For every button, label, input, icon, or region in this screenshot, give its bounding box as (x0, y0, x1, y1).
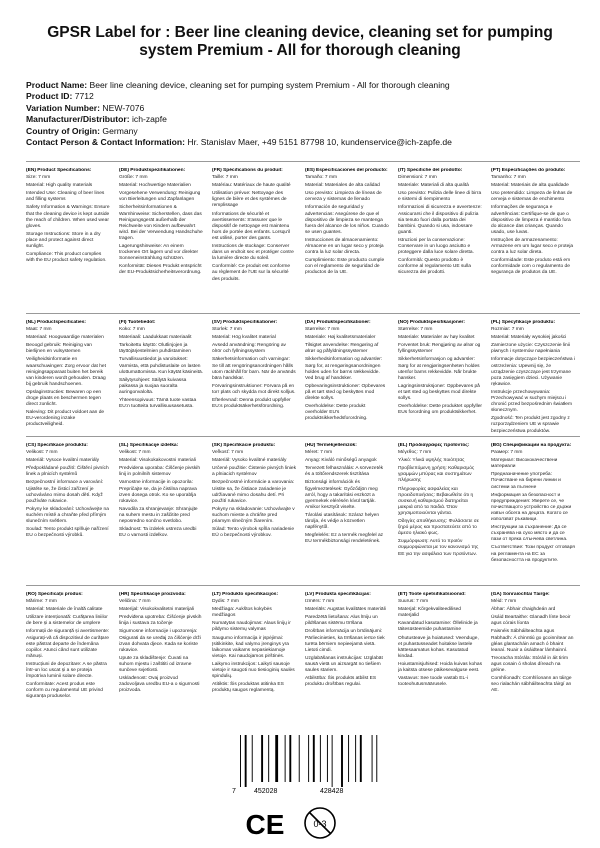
spec-line: Material: Visokokakovostni materiali (119, 458, 196, 464)
barcode-bar (341, 735, 343, 787)
spec-column (119, 443, 203, 541)
spec-line: Faisnéis Sábháilteachta agus Rabhadh: Á chinntiú go gcoinnítear an gléas glantacháin amach ó bhaint leanaí. Nuair a úsáidtear lámhainní. (491, 629, 574, 653)
spec-line: Taille: 7 mm (212, 175, 238, 181)
info-value: NEW-7076 (102, 102, 145, 113)
spec-line: Informazioni di sicurezza e avvertenze: Assicurarsi che il dispositivo di pulizia sia tenuto fuori dalla portata dei bambini. Quando si usa, indossare guanti. (398, 205, 482, 235)
spec-band-3 (26, 436, 580, 586)
spec-line: Usklađenost: Ovaj proizvod zadovoljava uredbu EU-a o sigurnosti proizvoda. (119, 676, 200, 694)
spec-line: Maat: 7 mm (26, 327, 52, 333)
spec-line: Størrelse: 7 mm (305, 327, 340, 333)
barcode-bar (268, 735, 269, 782)
spec-heading: (IT) Specifiche del prodotto: (398, 168, 463, 173)
spec-line: Kavandatud kasutamine: Õllelinide ja täitesüsteemide puhastamine (398, 621, 478, 633)
barcode-bar (299, 735, 300, 782)
spec-line: Tarkoitettu käyttö: Olutlinjojen ja täyttöjärjestelmien puhdistaminen (119, 343, 191, 355)
product-info (26, 80, 586, 148)
barcode-bar (372, 735, 373, 782)
spec-line: Ohutusteave ja hoiatused: Veenduge, et puhastusseadet hoitakse lastele kättesaamatus kohas. Kasutatud kindad. (398, 635, 479, 659)
barcode-bar (348, 735, 349, 782)
info-label: Country of Origin: (26, 125, 100, 136)
spec-line: Größe: 7 mm (119, 175, 148, 181)
spec-band-1 (26, 161, 580, 314)
spec-column (26, 443, 110, 541)
spec-line: Sigurnosne informacije i upozorenja: Osigurati da se uređaj za čišćenje drži izvan dohvata djece. Kada se koriste rukavice. (119, 629, 201, 653)
spec-column (26, 168, 110, 266)
spec-line: Съответствие: Този продукт отговаря на регламента на ЕС за безопасността на продуктите. (491, 545, 575, 563)
spec-line: Cumplimiento: Este producto cumple con el reglamento de seguridad de productos de la UE. (305, 258, 385, 276)
spec-column (398, 443, 482, 560)
spec-line: Rozmiar: 7 mm (491, 327, 524, 333)
spec-line: Comhlíonadh: Comhlíonann an táirge seo rialachán sábháilteachta táirgí an AE. (491, 676, 572, 694)
spec-line: Bezpečnostní informace a varování: Ujistěte se, že čisticí zařízení je uchováváno mimo dosah dětí. Když používáte rukavice. (26, 480, 104, 504)
spec-line: Tamanho: 7 mm (491, 175, 526, 181)
info-row (26, 103, 586, 114)
spec-column (491, 168, 575, 279)
spec-line: Súlad: Tento výrobok spĺňa nariadenie EÚ o bezpečnosti výrobkov. (212, 527, 295, 539)
spec-line: Materiaal: Hoogwaardige materialen (26, 335, 104, 341)
spec-line: Materjal: Kõrgekvaliteedilised materjalid (398, 607, 461, 619)
spec-heading: (HR) Specifikacije proizvoda: (119, 592, 186, 597)
spec-column (212, 592, 296, 696)
spec-line: Materiale: Materiali di alta qualità (398, 183, 469, 189)
barcode-bar (360, 735, 362, 782)
spec-heading: (EL) Προδιαγραφές προϊόντος: (398, 443, 470, 448)
spec-line: Predviđena upotreba: Čišćenje pivskih linija i sustava za točenje (119, 615, 202, 627)
spec-line: Size: 7 mm (26, 175, 51, 181)
spec-heading: (GA) Sonraíochtaí Táirge: (491, 592, 550, 597)
info-label: Product Name: (26, 80, 88, 90)
spec-line: Koko: 7 mm (119, 327, 145, 333)
spec-column (398, 592, 482, 690)
barcode-left-digits: 452028 (254, 788, 278, 795)
spec-line: Προβλεπόμενη χρήση: Καθαρισμός γραμμών μπύρας και συστημάτων πλήρωσης (398, 466, 475, 484)
spec-line: Anyag: Kiváló minőségű anyagok (305, 458, 377, 464)
spec-column (305, 168, 389, 279)
spec-line: Velikost: 7 mm (26, 450, 58, 456)
spec-line: Beoogd gebruik: Reiniging van bierlijnen en vulsystemen (26, 343, 92, 355)
spec-heading: (FI) Tuotetiedot: (119, 320, 156, 325)
spec-line: Informations de sécurité et avertissements: S'assurer que le dispositif de nettoyage est maintenu hors de portée des enfants. Lorsqu'il est utilisé, porter des gants. (212, 211, 291, 241)
spec-line: Atbilstība: Šis produkts atbilst ES produktu drošības regulai. (305, 676, 377, 688)
barcode-bar (252, 735, 253, 782)
info-label: Variation Number: (26, 102, 101, 113)
spec-line: Materiāls: Augstas kvalitātes materiāli (305, 607, 386, 613)
barcode (232, 735, 382, 787)
spec-heading: (EN) Product Specifications: (26, 168, 92, 173)
spec-line: Turvallisuustiedot ja varoitukset: Varmista, että puhdistuslaite on lasten ulottumattomissa. Kun käytät käsineitä. (119, 357, 203, 375)
info-row (26, 114, 586, 125)
spec-line: Tervezett felhasználás: A sörvezeték és a töltőrendszerek tisztítása (305, 466, 384, 478)
spec-line: Dimensioni: 7 mm (398, 175, 437, 181)
barcode-bar (285, 735, 286, 782)
spec-line: Sikkerhetsinformasjon og advarsler: Sørg for at rengjøringsenheten holdes utenfor barns rekkevidde. Når brukte hansker. (398, 357, 480, 381)
info-row (26, 126, 586, 137)
spec-column (305, 443, 389, 547)
spec-line: Materiał: Materiały wysokiej jakości (491, 335, 567, 341)
spec-line: Materiale: Høj kvalitetsmaterialer (305, 335, 376, 341)
info-label: Manufacturer/Distributor: (26, 114, 130, 125)
spec-line: Размер: 7 mm (491, 450, 523, 456)
info-row (26, 91, 586, 102)
spec-column (305, 592, 389, 690)
barcode-bar (261, 735, 263, 782)
spec-column (119, 592, 203, 696)
spec-line: Upute za skladištenje: Čuvati na suhom mjestu i zaštititi od izravne sunčeve svjetlosti. (119, 655, 192, 674)
spec-line: Dydis: 7 mm (212, 599, 239, 605)
spec-heading: (DA) Produktspecifikationer: (305, 320, 371, 325)
spec-line: Drošības informācija un brīdinājumi: Pārliecinieties, ka tīrīšanas ierīce tiek turēta bērniem nepieejamā vietā. Lietoti cimdi. (305, 629, 385, 653)
info-value: Hr. Stanislav Maer, +49 5151 87798 10, kundenservice@ich-zapfe.de (187, 137, 452, 148)
age-warning-text: 0-3 (313, 819, 327, 829)
spec-line: Megfelelés: Ez a termék megfelel az EU termékbiztonsági rendeletének. (305, 533, 384, 545)
spec-line: Uzglabāšanas instrukcijas: Uzglabāt sausā vietā un aizsargāt no tiešiem saules stariem. (305, 655, 383, 674)
spec-line: Navodila za shranjevanje: Shranjujte na suhem mestu in zaščitite pred neposredno sončno svetlobo. (119, 506, 198, 525)
spec-heading: (ET) Toote spetsifikatsioonid: (398, 592, 466, 597)
barcode-right-digits: 428428 (320, 788, 344, 795)
spec-column (26, 592, 110, 703)
spec-line: Förvaringsinstruktioner: Förvara på en torr plats och skydda mot direkt solljus. (212, 383, 296, 395)
spec-line: Οδηγίες αποθήκευσης: Φυλάσσετε σε ξηρό μέρος και προστατεύετε από το άμεσο ηλιακό φως. (398, 519, 479, 537)
barcode-bar (376, 735, 377, 782)
spec-line: Storlek: 7 mm (212, 327, 242, 333)
spec-heading: (CS) Specifikace produktu: (26, 443, 88, 448)
spec-line: Laikymo instrukcijos: Laikyti sausoje vietoje ir saugoti nuo tiesioginių saulės spindulių. (212, 661, 295, 680)
page-title: GPSR Label for : Beer line cleaning device, cleaning set for pumping system Premium - All for thorough cleaning (47, 24, 553, 59)
spec-line: Størrelse: 7 mm (398, 327, 433, 333)
spec-line: Forventet bruk: Rengjøring av ølrør og fyllingssystemer (398, 343, 481, 355)
barcode-bar (240, 735, 241, 787)
spec-column (26, 320, 110, 431)
spec-line: Velikost: 7 mm (119, 450, 151, 456)
spec-heading: (DE) Produktspezifikationen: (119, 168, 186, 173)
spec-column (119, 168, 203, 279)
spec-line: Materijal: Visokokvalitetni materijali (119, 607, 195, 613)
spec-line: Πληροφορίες ασφαλείας και προειδοποιήσεις: Βεβαιωθείτε ότι η συσκευή καθαρισμού διατηρείται μακριά από τα παιδιά. Όταν χρησιμοποιούνται γάντια. (398, 486, 474, 516)
spec-line: Avsedd användning: Rengöring av ölrör och fyllningssystem (212, 343, 286, 355)
spec-line: Saugumo informacija ir įspėjimai: Įsitikinkite, kad valymo įrenginys yra laikomas vaikams nepasiekiamoje vietoje. Kai naudojamos pirštinės. (212, 635, 289, 659)
spec-line: Materiál: Vysoce kvalitní materiály (26, 458, 100, 464)
spec-column (398, 320, 482, 418)
info-label: Product ID: (26, 91, 73, 102)
spec-line: Säkerhetsinformation och varningar: Se till att rengöringsanordningen hålls utom räckhåll för barn. När de används bära handskar. (212, 357, 296, 381)
spec-line: Υλικό: Υλικά υψηλής ποιότητας (398, 458, 465, 464)
spec-line: Material: Materiale de înaltă calitate (26, 607, 103, 613)
info-value: 7712 (74, 91, 94, 102)
spec-line: Vastavus: See toode vastab EL-i tooteohutusmäärusele. (398, 676, 468, 688)
spec-heading: (HU) Termékjellemzők: (305, 443, 357, 448)
spec-heading: (SL) Specifikacije izdelka: (119, 443, 179, 448)
spec-line: Yhteensopivuus: Tämä tuote vastaa EU:n tuotteita turvallisuusasetusta. (119, 398, 197, 410)
spec-line: Veličina: 7 mm (119, 599, 151, 605)
spec-line: Instructions de stockage: Conserver dans un endroit sec et protéger contre la lumière directe du soleil. (212, 244, 294, 262)
spec-line: Overholdelse: Dette produkt overholder EU's produktsikkerhedsforordning. (305, 404, 368, 422)
info-label: Contact Person & Contact Information: (26, 137, 185, 148)
spec-line: Инструкции за съхранение: Да се съхранява на сухо място и да се пази от пряка слънчева светлина. (491, 525, 568, 543)
spec-line: Conformitate: Acest produs este conform cu regulamentul UE privind siguranța produselor. (26, 682, 103, 700)
info-row (26, 80, 586, 91)
spec-heading: (NO) Produktspesifikasjoner: (398, 320, 466, 325)
spec-line: Instrucciones de almacenamiento: Almacene en un lugar seco y proteja contra la luz solar directa. (305, 237, 384, 256)
spec-line: Materiale: Materialer av høy kvalitet (398, 335, 475, 341)
spec-band-2 (26, 313, 580, 437)
ce-mark-icon (245, 808, 285, 838)
spec-band-4 (26, 585, 580, 726)
spec-line: Uso previsto: Pulizia delle linee di birra e sistemi di riempimento (398, 191, 482, 203)
spec-line: Tilsigtet anvendelse: Rengøring af ølrør og påfyldningssystemer (305, 343, 379, 355)
spec-column (398, 168, 482, 279)
spec-line: Zamierzone użycie: Czyszczenie linii piwnych i systemów napełniania (491, 343, 570, 355)
spec-line: Atitiktis: Šis produktas atitinka ES produktų saugos reglamentą. (212, 682, 284, 694)
barcode-bar (313, 735, 315, 782)
spec-line: Material: Materiales de alta calidad (305, 183, 380, 189)
spec-line: Instruções de armazenamento: Armazene em um lugar seco e proteja contra a luz solar direta. (491, 237, 574, 256)
spec-heading: (SV) Produktspecifikationer: (212, 320, 278, 325)
spec-line: Material: Hochwertige Materialien (119, 183, 191, 189)
spec-line: Συμμόρφωση: Αυτό το προϊόν συμμορφώνεται με τον κανονισμό της ΕΕ για την ασφάλεια των προϊόντων. (398, 539, 479, 557)
spec-line: Compliance: This product complies with the EU product safety regulation. (26, 252, 107, 264)
spec-line: Sikkerhedsinformation og advarsler: Sørg for, at rengøringsanordningen holdes uden for børns rækkevidde. Ved brug af handsker. (305, 357, 383, 381)
spec-line: Zgodność: Ten produkt jest zgodny z rozporządzeniem UE w sprawie bezpieczeństwa produktów. (491, 416, 570, 434)
spec-column (491, 320, 575, 437)
spec-line: Určené použitie: Čistenie pivných liniek a plniacich systémov (212, 466, 296, 478)
spec-line: Material: Hög kvalitet material (212, 335, 276, 341)
spec-column (491, 592, 575, 696)
spec-line: Konformität: Dieses Produkt entspricht der EU-Produktsicherheitsverordnung. (119, 264, 202, 276)
spec-line: Varnostne informacije in opozorila: Prepričajte se, da je čistilna naprava izven dosega otrok. Ko se uporablja rokavice. (119, 480, 197, 504)
spec-line: Opslaginstructies: Bewaren op een droge plaats en beschermen tegen direct zonlicht. (26, 389, 102, 408)
spec-line: Uso pretendido: Limpeza de linhas de cerveja e sistemas de enchimento (491, 191, 573, 203)
spec-line: Conformità: Questo prodotto è conforme al regolamento UE sulla sicurezza dei prodotti. (398, 258, 471, 276)
spec-line: Sicherheitsinformationen & Warnhinweise: Sicherstellen, dass das Reinigungsgerät außerhalb der Reichweite von Kindern aufbewahrt wird. Bei der Verwendung Handschuhe tragen. (119, 205, 203, 241)
spec-line: Vorgesehene Verwendung: Reinigung von Bierleitungen und Zapfanlagen (119, 191, 201, 203)
spec-line: Предназначение употреба: Почистване на бирени линии и системи за пълнене (491, 472, 561, 490)
spec-line: Pokyny ke skladování: Uchovávejte na suchém místě a chraňte před přímým slunečním světlem. (26, 506, 109, 525)
spec-line: Μέγεθος: 7 mm (398, 450, 432, 456)
spec-heading: (ES) Especificaciones del producto: (305, 168, 388, 173)
spec-line: Bezpečnostné informácie a varovania: Uistite sa, že čistiace zariadenie je udržiavané mimo dosahu detí. Pri použití rukavice. (212, 480, 295, 504)
spec-line: Materiaali: Laadukkaat materiaalit (119, 335, 192, 341)
spec-line: Conformité: Ce produit est conforme au règlement de l'UE sur la sécurité des produits. (212, 264, 291, 282)
barcode-bar (308, 735, 309, 782)
spec-line: Méret: 7 mm (305, 450, 333, 456)
spec-line: Lagringsinstruksjoner: Oppbevares på et tørt sted og beskyttes mod direkte sollys. (398, 383, 480, 402)
spec-line: Tamaño: 7 mm (305, 175, 338, 181)
spec-line: Efterlevnad: Denna produkt uppfyller EU:s produktsäkerhetsförordning. (212, 398, 291, 410)
spec-line: Informações de segurança e advertências: Certifique-se de que o dispositivo de limpeza é mantido fora do alcance das crianças. Quando usado, use luvas. (491, 205, 571, 235)
spec-line: Méid: 7 mm (491, 599, 517, 605)
spec-heading: (LT) Produkto specifikacijos: (212, 592, 279, 597)
spec-line: Информация за безопасност и предупреждения: Уверете се, че почистващото устройство се държи извън обсега на децата. Когато се използват ръкавици. (491, 492, 572, 523)
info-value: Beer line cleaning device, cleaning set for pumping system Premium - All for thorough cleaning (89, 80, 450, 90)
barcode-bar (327, 735, 328, 782)
spec-line: Instrukcje przechowywania: Przechowywać w suchym miejscu i chronić przed bezpośrednim światłem słonecznym. (491, 389, 573, 414)
spec-column (212, 168, 296, 285)
spec-line: Ábhar: Ábhair chaighdeán ard (491, 607, 556, 613)
spec-column (212, 443, 296, 541)
spec-line: Storage Instructions: Store in a dry place and protect against direct sunlight. (26, 231, 101, 250)
spec-line: Paredzētā lietošana: Alus līniju un pildīšanas sistēmu tīrīšana (305, 615, 378, 627)
spec-heading: (SK) Špecifikácie produktu: (212, 443, 276, 448)
info-value: Germany (102, 125, 138, 136)
spec-line: Matériau: Matériaux de haute qualité (212, 183, 291, 189)
spec-line: Tárolási utasítások: Száraz helyen tárolja, és védje a közvetlen napfénytől. (305, 512, 380, 531)
spec-line: Материал: Висококачествени материали (491, 458, 558, 470)
spec-line: Predvidena uporaba: Čiščenje pivskih linij in polnilnih sistemov (119, 466, 201, 478)
barcode-bar (320, 735, 321, 782)
spec-line: Soulad: Tento produkt splňuje nařízení EU o bezpečnosti výrobků. (26, 527, 109, 539)
info-row (26, 137, 586, 148)
spec-line: Säilytysohjeet: Säilytä kuivassa paikassa ja suojaa suoralta auringonvalolta. (119, 377, 187, 395)
spec-line: Conformidade: Este produto está em conformidade com o regulamento de segurança de produtos da UE. (491, 258, 571, 276)
spec-line: Materiál: Vysoko kvalitné materiály (212, 458, 287, 464)
spec-line: Úsáid Beartaithe: Glanadh línte beoir agus córais líonta (491, 615, 571, 627)
spec-line: Předpokládané použití: Čištění pivních linek a plnicích systémů (26, 466, 109, 478)
barcode-bar (275, 735, 278, 782)
spec-column (212, 320, 296, 412)
spec-heading: (PL) Specyfikacje produktu: (491, 320, 556, 325)
spec-line: Uso previsto: Limpieza de líneas de cerveza y sistemas de llenado (305, 191, 382, 203)
spec-line: Material: High quality materials (26, 183, 93, 189)
spec-line: Material: Materiais de alta qualidade (491, 183, 569, 189)
spec-line: Opbevaringsinstruktioner: Opbevares på et tørt sted og beskyttes mod direkte sollys. (305, 383, 386, 402)
spec-line: Hoiustamisjuhised: Hoida kuivas kohas ja kaitsta otsese päikesevalguse eest. (398, 661, 482, 674)
spec-line: Skladnost: Ta izdelek ustreza uredbi EU o varnosti izdelkov. (119, 527, 197, 539)
ce-mark-text: CE (245, 809, 285, 838)
spec-line: Suurus: 7 mm (398, 599, 429, 605)
spec-line: Istruzioni per la conservazione: Conservare in un luogo asciutto e proteggere dalla luce solare diretta. (398, 237, 474, 256)
spec-line: Safety Information & Warnings: Ensure that the cleaning device is kept outside the reach of children. When used wear gloves. (26, 205, 110, 229)
spec-heading: (BG) Спецификации на продукта: (491, 443, 572, 448)
spec-line: Información de seguridad y advertencias: Asegúrese de que el dispositivo de limpieza se mantenga fuera del alcance de los niños. Cuando se usen guantes. (305, 205, 389, 235)
spec-column (119, 320, 203, 412)
spec-line: Veiligheidsinformatie en waarschuwingen: Zorg ervoor dat het reinigingsapparaat buiten het bereik van kinderen wordt gehouden. Draag bij gebruik handschoenen. (26, 357, 106, 387)
spec-heading: (NL) Productspecificaties: (26, 320, 87, 325)
spec-heading: (FR) Spécifications du produit: (212, 168, 283, 173)
spec-line: Numatytas naudojimas: Alaus linijų ir pildymo sistemų valymas (212, 621, 291, 633)
barcode-bar (355, 735, 356, 782)
spec-line: Treoracha Stórála: Stóráil in áit tirim agus cosain ó sholas díreach na gréine. (491, 655, 569, 674)
age-warning-icon (303, 806, 337, 840)
spec-line: Utilisation prévue: Nettoyage des lignes de bière et des systèmes de remplissage (212, 191, 287, 209)
spec-line: Veľkosť: 7 mm (212, 450, 244, 456)
spec-line: Overholdelse: Dette produktet oppfyller EUs forordning om produktsikkerhet. (398, 404, 482, 416)
spec-line: Lagerungshinweise: An einem trockenen Ort lagern und vor direkter Sonneneinstrahlung schützen. (119, 244, 199, 262)
spec-line: Mărime: 7 mm (26, 599, 57, 605)
barcode-lead-digit: 7 (232, 788, 236, 795)
spec-heading: (PT) Especificações do produto: (491, 168, 566, 173)
spec-line: Naleving: Dit product voldoet aan de EU-verordening inzake productveiligheid. (26, 410, 105, 428)
spec-line: Medžiaga: Aukštos kokybės medžiagos (212, 607, 272, 619)
spec-line: Pokyny na skladovanie: Uchovávajte v suchom mieste a chráňte pred priamym slnečným žiarením. (212, 506, 295, 525)
barcode-bar (332, 735, 333, 787)
spec-line: Izmērs: 7 mm (305, 599, 335, 605)
info-value: ich-zapfe (132, 114, 167, 125)
spec-heading: (RO) Specificații produs: (26, 592, 83, 597)
spec-heading: (LV) Produkta specifikācijas: (305, 592, 371, 597)
spec-line: Informații de siguranță și avertismente: Asigurați-vă că dispozitivul de curățare este păstrat departe de îndemâna copiilor. Atunci când sunt utilizate mănuși. (26, 629, 110, 659)
barcode-bar (245, 735, 247, 787)
spec-line: Informacje dotyczące bezpieczeństwa i ostrzeżenia: Upewnij się, że urządzenie czyszczące jest trzymane poza zasięgiem dzieci. Używanie rękawice. (491, 357, 575, 387)
spec-line: Biztonsági információk és figyelmeztetések: Győződjön meg arról, hogy a takarítási eszközt a gyermekek elérésén kívül tartják. Amikor kesztyűt viselte. (305, 480, 378, 510)
barcode-bar (289, 735, 291, 782)
spec-column (305, 320, 389, 424)
spec-line: Utilizare intenționată: Curățarea liniilor de bere și a sistemelor de umplere (26, 615, 108, 627)
spec-column (491, 443, 575, 566)
spec-line: Intended Use: Cleaning of beer lines and filling systems (26, 191, 105, 203)
spec-line: Instrucțiuni de depozitare: A se păstra într-un loc uscat și a se proteja împotriva luminii solare directe. (26, 661, 107, 680)
